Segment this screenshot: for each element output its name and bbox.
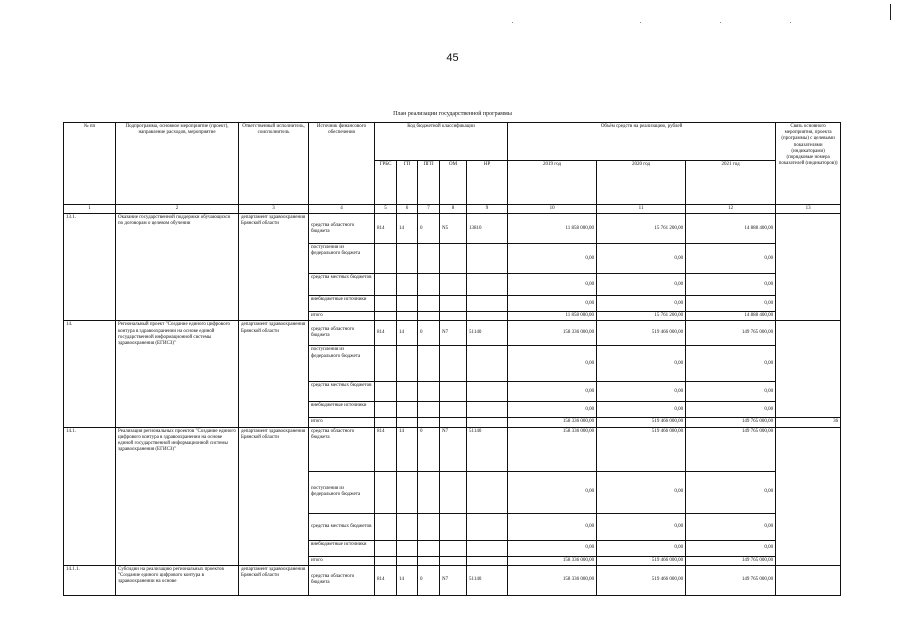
- header-bk-code: Код бюджетной классификации: [375, 123, 508, 161]
- header-nr: НР: [467, 161, 508, 205]
- value-2021: 149 765 000,00: [686, 427, 776, 471]
- row-name: Реализация региональных проектов "Создание единого цифрового контура в здравоохранении на основе единой государственной информационной системы здравоохранения (ЕГИСЗ)": [116, 427, 239, 565]
- value-2020: 519 466 000,00: [597, 427, 686, 471]
- value-2019: 158 336 000,00: [508, 565, 597, 595]
- header-gp: ГП: [397, 161, 418, 205]
- scan-speck: [640, 22, 641, 23]
- col-number: 11: [597, 205, 686, 214]
- col-number: 3: [239, 205, 309, 214]
- source-federal: поступления из федерального бюджета: [309, 471, 375, 513]
- source-offbudget: внебюджетные источники: [309, 540, 375, 556]
- header-subprogram: Подпрограмма, основное мероприятие (проект), направление расходов, мероприятие: [116, 123, 239, 205]
- column-number-row: [64, 205, 841, 214]
- header-pgp: ПГП: [418, 161, 440, 205]
- header-grbs: ГРБС: [375, 161, 397, 205]
- header-2020: 2020 год: [597, 161, 686, 205]
- page-number: 45: [446, 52, 459, 64]
- table-row: [64, 565, 841, 595]
- value-2021: 0,00: [686, 382, 776, 402]
- code-gp: 14: [397, 321, 418, 346]
- source-local: средства местных бюджетов: [309, 382, 375, 402]
- header-link: Связь основного мероприятия, проекта (программы) с целевыми показателями (индикаторами) (порядковые номера показателей (индикаторов)): [776, 123, 841, 205]
- value-2020: 0,00: [597, 244, 686, 274]
- total-2019: 158 336 000,00: [508, 556, 597, 565]
- code-pgp: 0: [418, 427, 440, 471]
- total-2019: 11 858 000,00: [508, 312, 597, 321]
- col-number: 10: [508, 205, 597, 214]
- table-row: [64, 321, 841, 346]
- row-name: Региональный проект "Создание единого цифрового контура в здравоохранении на основе единой государственной информационной системы здравоохранения (ЕГИСЗ)": [116, 321, 239, 427]
- source-regional: средства областного бюджета: [309, 214, 375, 244]
- value-2021: 149 765 000,00: [686, 321, 776, 346]
- row-number: 14.1.1.: [64, 565, 116, 595]
- row-executor: департамент здравоохранения Брянской области: [239, 427, 309, 565]
- code-gp: 14: [397, 427, 418, 471]
- header-num: № пп: [64, 123, 116, 205]
- total-2019: 158 336 000,00: [508, 418, 597, 427]
- value-2020: 0,00: [597, 382, 686, 402]
- col-number: 8: [440, 205, 467, 214]
- value-2019: 0,00: [508, 346, 597, 382]
- value-2021: 14 888 400,00: [686, 214, 776, 244]
- source-federal: поступления из федерального бюджета: [309, 244, 375, 274]
- value-2019: 0,00: [508, 274, 597, 296]
- code-om: N7: [440, 427, 467, 471]
- header-2019: 2019 год: [508, 161, 597, 205]
- row-number: 14.: [64, 321, 116, 427]
- header-executor: Ответственный исполнитель, соисполнитель: [239, 123, 309, 205]
- code-grbs: 814: [375, 565, 397, 595]
- total-2021: 149 765 000,00: [686, 418, 776, 427]
- value-2020: 519 466 000,00: [597, 321, 686, 346]
- value-2020: 519 466 000,00: [597, 565, 686, 595]
- source-total: итого: [309, 556, 375, 565]
- value-2021: 0,00: [686, 540, 776, 556]
- header-source: Источник финансового обеспечения: [309, 123, 375, 205]
- document-title: План реализации государственной программы: [393, 111, 512, 117]
- code-pgp: 0: [418, 214, 440, 244]
- table-row: [64, 214, 841, 244]
- value-2019: 0,00: [508, 513, 597, 540]
- source-regional: средства областного бюджета: [309, 427, 375, 471]
- source-total: итого: [309, 418, 375, 427]
- value-2020: 0,00: [597, 513, 686, 540]
- value-2021: 0,00: [686, 513, 776, 540]
- source-local: средства местных бюджетов: [309, 513, 375, 540]
- col-number: 7: [418, 205, 440, 214]
- row-link: 36: [776, 418, 841, 427]
- value-2020: 15 761 200,00: [597, 214, 686, 244]
- value-2019: 0,00: [508, 471, 597, 513]
- code-om: N7: [440, 321, 467, 346]
- value-2019: 0,00: [508, 296, 597, 312]
- source-regional: средства областного бюджета: [309, 565, 375, 595]
- col-number: 4: [309, 205, 375, 214]
- col-number: 2: [116, 205, 239, 214]
- source-local: средства местных бюджетов: [309, 274, 375, 296]
- source-total: итого: [309, 312, 375, 321]
- code-grbs: 814: [375, 321, 397, 346]
- code-nr: 13810: [467, 214, 508, 244]
- source-offbudget: внебюджетные источники: [309, 402, 375, 418]
- code-om: N5: [440, 214, 467, 244]
- header-volume: Объём средств на реализацию, рублей: [508, 123, 776, 161]
- value-2019: 11 858 000,00: [508, 214, 597, 244]
- value-2021: 0,00: [686, 346, 776, 382]
- header-row: [64, 123, 841, 161]
- source-offbudget: внебюджетные источники: [309, 296, 375, 312]
- value-2021: 0,00: [686, 402, 776, 418]
- col-number: 9: [467, 205, 508, 214]
- value-2019: 0,00: [508, 402, 597, 418]
- total-2020: 519 466 000,00: [597, 556, 686, 565]
- col-number: 13: [776, 205, 841, 214]
- code-pgp: 0: [418, 321, 440, 346]
- row-executor: департамент здравоохранения Брянской области: [239, 214, 309, 321]
- code-nr: 51140: [467, 565, 508, 595]
- value-2020: 0,00: [597, 402, 686, 418]
- code-grbs: 814: [375, 214, 397, 244]
- col-number: 6: [397, 205, 418, 214]
- program-plan-table: [63, 122, 841, 596]
- source-federal: поступления из федерального бюджета: [309, 346, 375, 382]
- scan-speck: [512, 22, 513, 23]
- value-2020: 0,00: [597, 274, 686, 296]
- value-2019: 158 336 000,00: [508, 427, 597, 471]
- value-2021: 0,00: [686, 274, 776, 296]
- col-number: 1: [64, 205, 116, 214]
- value-2020: 0,00: [597, 540, 686, 556]
- row-number: 14.1.: [64, 427, 116, 565]
- row-number: 13.1.: [64, 214, 116, 321]
- value-2019: 0,00: [508, 382, 597, 402]
- col-number: 12: [686, 205, 776, 214]
- value-2021: 149 765 000,00: [686, 565, 776, 595]
- page-edge-mark: [890, 4, 891, 20]
- code-nr: 51140: [467, 427, 508, 471]
- total-2020: 519 466 000,00: [597, 418, 686, 427]
- code-pgp: 0: [418, 565, 440, 595]
- value-2020: 0,00: [597, 346, 686, 382]
- header-2021: 2021 год: [686, 161, 776, 205]
- code-om: N7: [440, 565, 467, 595]
- value-2019: 0,00: [508, 244, 597, 274]
- row-name: Оказание государственной поддержки обучающихся по договорам о целевом обучении: [116, 214, 239, 321]
- code-grbs: 814: [375, 427, 397, 471]
- value-2019: 0,00: [508, 540, 597, 556]
- source-regional: средства областного бюджета: [309, 321, 375, 346]
- scan-speck: [790, 22, 791, 23]
- code-gp: 14: [397, 565, 418, 595]
- row-link: [776, 427, 841, 565]
- value-2021: 0,00: [686, 471, 776, 513]
- total-2021: 149 765 000,00: [686, 556, 776, 565]
- value-2021: 0,00: [686, 244, 776, 274]
- value-2020: 0,00: [597, 471, 686, 513]
- value-2021: 0,00: [686, 296, 776, 312]
- total-2021: 14 888 400,00: [686, 312, 776, 321]
- header-om: ОМ: [440, 161, 467, 205]
- code-nr: 51140: [467, 321, 508, 346]
- scan-speck: [720, 22, 721, 23]
- row-executor: департамент здравоохранения Брянской области: [239, 321, 309, 427]
- value-2020: 0,00: [597, 296, 686, 312]
- table-row: [64, 427, 841, 471]
- col-number: 5: [375, 205, 397, 214]
- value-2019: 158 336 000,00: [508, 321, 597, 346]
- row-link: [776, 214, 841, 321]
- row-name: Субсидии на реализацию региональных проектов "Создание единого цифрового контура в здравоохранении на основе: [116, 565, 239, 595]
- row-executor: департамент здравоохранения Брянской области: [239, 565, 309, 595]
- total-2020: 15 761 200,00: [597, 312, 686, 321]
- code-gp: 14: [397, 214, 418, 244]
